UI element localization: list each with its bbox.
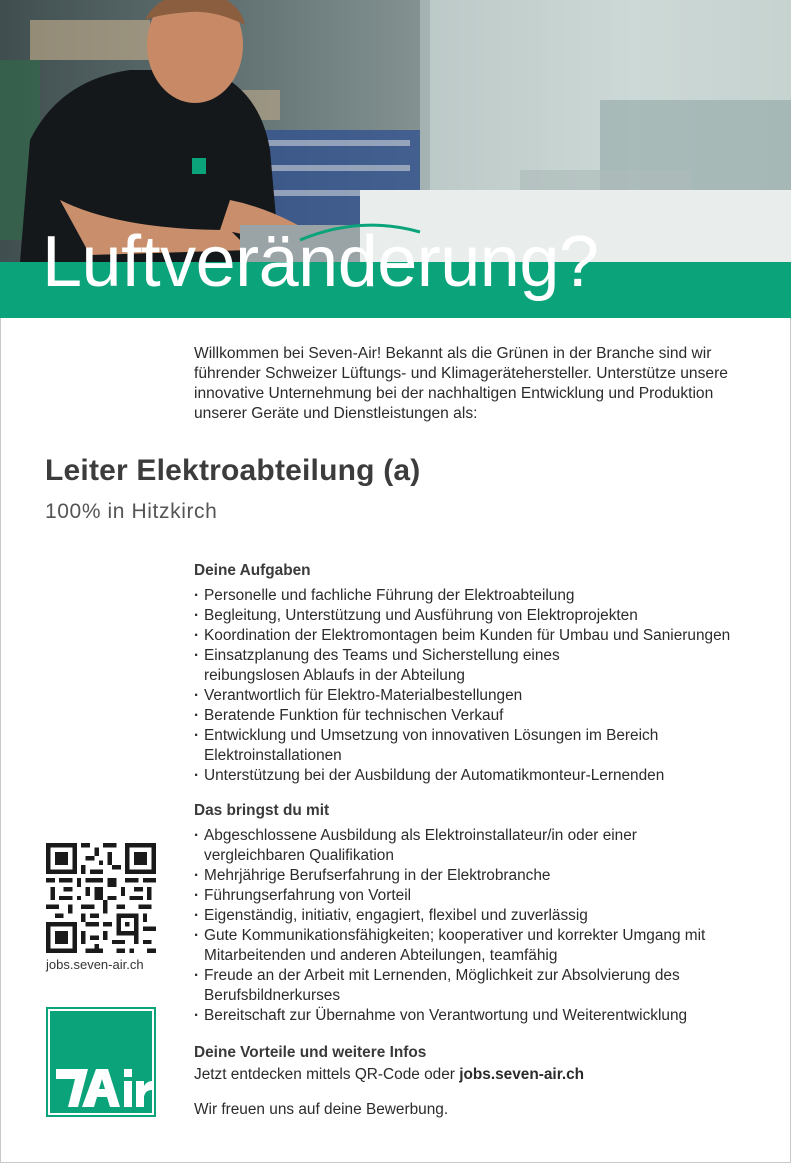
- list-item: · Entwicklung und Umsetzung von innovativen Lösungen im Bereich Elektroinstallationen: [194, 726, 754, 766]
- list-item: · Begleitung, Unterstützung und Ausführung von Elektroprojekten: [194, 606, 754, 626]
- list-item: · Unterstützung bei der Ausbildung der Automatikmonteur-Lernenden: [194, 766, 754, 786]
- list-item: · Mehrjährige Berufserfahrung in der Elektrobranche: [194, 866, 754, 886]
- list-item: · Verantwortlich für Elektro-Materialbestellungen: [194, 686, 754, 706]
- closing-text: Wir freuen uns auf deine Bewerbung.: [194, 1101, 449, 1118]
- list-item: · Führungserfahrung von Vorteil: [194, 886, 754, 906]
- list-item: · Bereitschaft zur Übernahme von Verantwortung und Weiterentwicklung: [194, 1006, 754, 1026]
- job-subtitle: 100% in Hitzkirch: [45, 500, 218, 523]
- benefits-section: [194, 1043, 754, 1085]
- list-item: · Gute Kommunikationsfähigkeiten; kooperativer und korrekter Umgang mit Mitarbeitenden und anderen Abteilungen, teamfähig: [194, 926, 754, 966]
- qr-label: jobs.seven-air.ch: [46, 957, 144, 972]
- list-item: · Freude an der Arbeit mit Lernenden, Möglichkeit zur Absolvierung des Berufsbildnerkurses: [194, 966, 754, 1006]
- job-title: Leiter Elektroabteilung (a): [45, 454, 421, 487]
- list-item: · Abgeschlossene Ausbildung als Elektroinstallateur/in oder einer vergleichbaren Qualifikation: [194, 826, 754, 866]
- profile-list: [194, 826, 754, 1026]
- tasks-heading: Deine Aufgaben: [194, 562, 311, 579]
- list-item: · Einsatzplanung des Teams und Sicherstellung eines reibungslosen Ablaufs in der Abteilung: [194, 646, 754, 686]
- jobs-link[interactable]: jobs.seven-air.ch: [459, 1066, 585, 1083]
- list-item: · Personelle und fachliche Führung der Elektroabteilung: [194, 586, 754, 606]
- tasks-list: [194, 586, 754, 786]
- benefits-text-prefix: Jetzt entdecken mittels QR-Code oder: [194, 1066, 460, 1083]
- benefits-text: [194, 1065, 754, 1085]
- seven-air-logo: [46, 1007, 156, 1117]
- benefits-heading: Deine Vorteile und weitere Infos: [194, 1044, 427, 1061]
- list-item: · Koordination der Elektromontagen beim Kunden für Umbau und Sanierungen: [194, 626, 754, 646]
- headline: Luftveränderung?: [42, 222, 599, 302]
- intro-text: Willkommen bei Seven-Air! Bekannt als die Grünen in der Branche sind wir führender Schweizer Lüftungs- und Klimagerätehersteller. Unterstütze unsere innovative Unternehmung bei der nachhaltigen Entwicklung und Produktion unserer Geräte und Dienstleistungen als:: [194, 345, 728, 422]
- profile-section: [194, 801, 754, 1026]
- qr-code[interactable]: [46, 843, 156, 953]
- profile-heading: Das bringst du mit: [194, 802, 330, 819]
- list-item: · Beratende Funktion für technischen Verkauf: [194, 706, 754, 726]
- tasks-section: [194, 561, 754, 786]
- list-item: · Eigenständig, initiativ, engagiert, flexibel und zuverlässig: [194, 906, 754, 926]
